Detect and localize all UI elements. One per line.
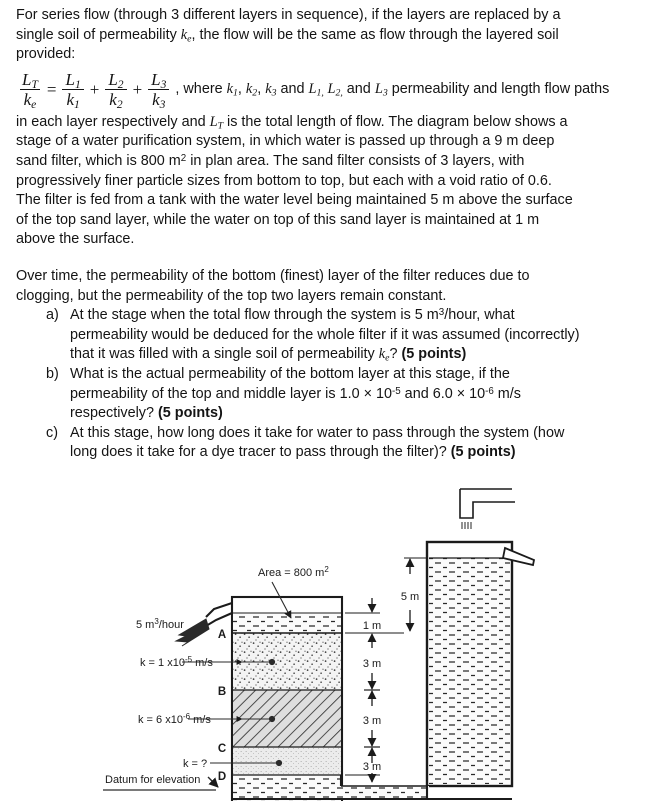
superscript-minus6: -6 [485, 385, 494, 397]
dim-label-1m: 1 m [362, 620, 382, 632]
series-flow-equation [16, 68, 656, 112]
datum-label: Datum for elevation [105, 774, 201, 786]
symbol-LT: $L_T$ [209, 113, 224, 132]
symbol-L2: $L_{2,}$ [323, 80, 343, 99]
body-line-4: progressively finer particle sizes from bottom to top, but each with a void ratio of 0.6. [16, 172, 552, 189]
fraction-denominator: $k_e$ [20, 89, 41, 108]
point-label-d: D [217, 771, 227, 783]
question-text-block [16, 6, 656, 463]
tank-inlet-pipe [460, 489, 515, 518]
clogging-line-1: Over time, the permeability of the bottom (finest) layer of the filter reduces due to [16, 267, 530, 284]
dim-label-5m: 5 m [400, 591, 420, 603]
fraction-numerator: $L_3$ [151, 69, 167, 92]
question-b-line-1: What is the actual permeability of the bottom layer at this stage, if the [70, 365, 510, 382]
filter-surface-water-layer [233, 613, 341, 633]
supply-tank-water [429, 558, 510, 784]
intro-line-2-b: , the flow will be the same as flow through the layered soil [191, 26, 559, 43]
fraction-denominator: $k_3$ [148, 89, 169, 108]
intro-line-2-a: single soil of permeability [16, 26, 181, 43]
question-a-line-2: permeability would be deduced for the whole filter if it was assumed (incorrectly) [70, 326, 580, 343]
question-c-line-1: At this stage, how long does it take for water to pass through the system (how [70, 424, 565, 441]
question-list [16, 306, 656, 463]
superscript-3: 3 [438, 307, 445, 319]
question-marker-c: c) [46, 424, 58, 441]
points-badge-a: (5 points) [401, 346, 467, 363]
fraction-numerator: $L_2$ [108, 69, 124, 92]
body-line-7: above the surface. [16, 231, 135, 248]
filter-layer-bottom [233, 747, 341, 775]
equation-trailing-text: , where $k_1$, $k_2$, $k_3$ and $L_{1,}$ $L_{2,}$ and $L_3$ permeability and length flow paths [175, 80, 610, 99]
plus-sign: + [89, 79, 100, 99]
equals-sign: = [46, 79, 57, 99]
question-c-line-2: long does it take for a dye tracer to pass through the filter)? (5 points) [70, 444, 516, 461]
point-label-c: C [217, 743, 227, 755]
fraction-numerator: $L_1$ [65, 69, 81, 92]
question-item-b [16, 365, 656, 424]
fraction-l2-k2 [104, 69, 127, 112]
k-top-label: k = 1 $x10^{-5}$ m/s [140, 655, 213, 669]
body-line-6: of the top sand layer, while the water on top of this sand layer is maintained at 1 m [16, 211, 540, 228]
intro-line-2 [16, 26, 656, 46]
symbol-ke: $k_e$ [378, 346, 390, 365]
fraction-denominator: $k_2$ [105, 89, 126, 108]
question-marker-a: a) [46, 307, 59, 324]
symbol-k2: $k_2$ [245, 80, 258, 99]
k-mid-label: k = 6 $x10^{-6}$ m/s [138, 712, 211, 726]
fraction-denominator: $k_1$ [62, 89, 83, 108]
fraction-l1-k1 [61, 69, 84, 112]
k-bottom-label: k = ? [183, 758, 208, 770]
fraction-lt-ke [18, 69, 42, 112]
filter-overflow-lip-lower [206, 613, 232, 626]
symbol-L3: $L_3$ [374, 80, 388, 99]
question-item-c [16, 424, 656, 463]
dim-label-3m-top: 3 m [362, 658, 382, 670]
body-line-3: sand filter, which is 800 $m^2$ in plan area. The sand filter consists of 3 layers, with [16, 152, 525, 169]
question-a-line-3: that it was filled with a single soil of permeability $k_e$? (5 points) [70, 346, 467, 365]
question-marker-b: b) [46, 365, 59, 382]
flow-rate-label: 5 $m^3$/hour [136, 617, 184, 631]
body-line-1: in each layer respectively and $L_T$ is the total length of flow. The diagram below shows a [16, 113, 568, 132]
area-label: Area = 800 $m^2$ [258, 565, 329, 579]
superscript-minus5: -5 [391, 385, 401, 397]
superscript-2: 2 [180, 152, 187, 164]
body-line-2: stage of a water purification system, in which water is passed up through a 9 m deep [16, 133, 555, 150]
question-a-line-1: At the stage when the total flow through the system is 5 $m^3$/hour, what [70, 307, 515, 324]
intro-line-1: For series flow (through 3 different layers in sequence), if the layers are replaced by a [16, 7, 561, 23]
question-item-a [16, 306, 656, 365]
body-line-5: The filter is fed from a tank with the water level being maintained 5 m above the surface [16, 192, 573, 209]
point-label-a: A [217, 629, 227, 641]
symbol-ke: $k_e$ [180, 26, 192, 45]
clogging-line-2: clogging, but the permeability of the top two layers remain constant. [16, 287, 447, 304]
symbol-k3: $k_3$ [265, 80, 277, 99]
dim-label-3m-mid: 3 m [362, 715, 382, 727]
plus-sign: + [132, 79, 143, 99]
paragraph-spacer [16, 250, 656, 267]
question-b-line-3: respectively? (5 points) [70, 405, 223, 422]
intro-line-3: provided: [16, 46, 76, 63]
filter-underdrain-water [233, 775, 341, 801]
symbol-L1: $L_{1,}$ [308, 80, 324, 99]
connecting-channel-water [341, 786, 429, 799]
dim-label-3m-bot: 3 m [362, 761, 382, 773]
fraction-l3-k3 [147, 69, 170, 112]
points-badge-b: (5 points) [157, 405, 223, 422]
symbol-k1: $k_1$ [226, 80, 238, 99]
fraction-numerator: $L_T$ [22, 69, 38, 92]
points-badge-c: (5 points) [450, 444, 516, 461]
sand-filter-diagram [0, 470, 669, 801]
inlet-hatch-marks [462, 522, 471, 529]
point-label-b: B [217, 686, 227, 698]
question-b-line-2: permeability of the top and middle layer is $1.0 \times 10^{-5}$ and $6.0 \times 10^{-6}$ m/s [70, 385, 521, 402]
datum-arrow [208, 777, 218, 787]
